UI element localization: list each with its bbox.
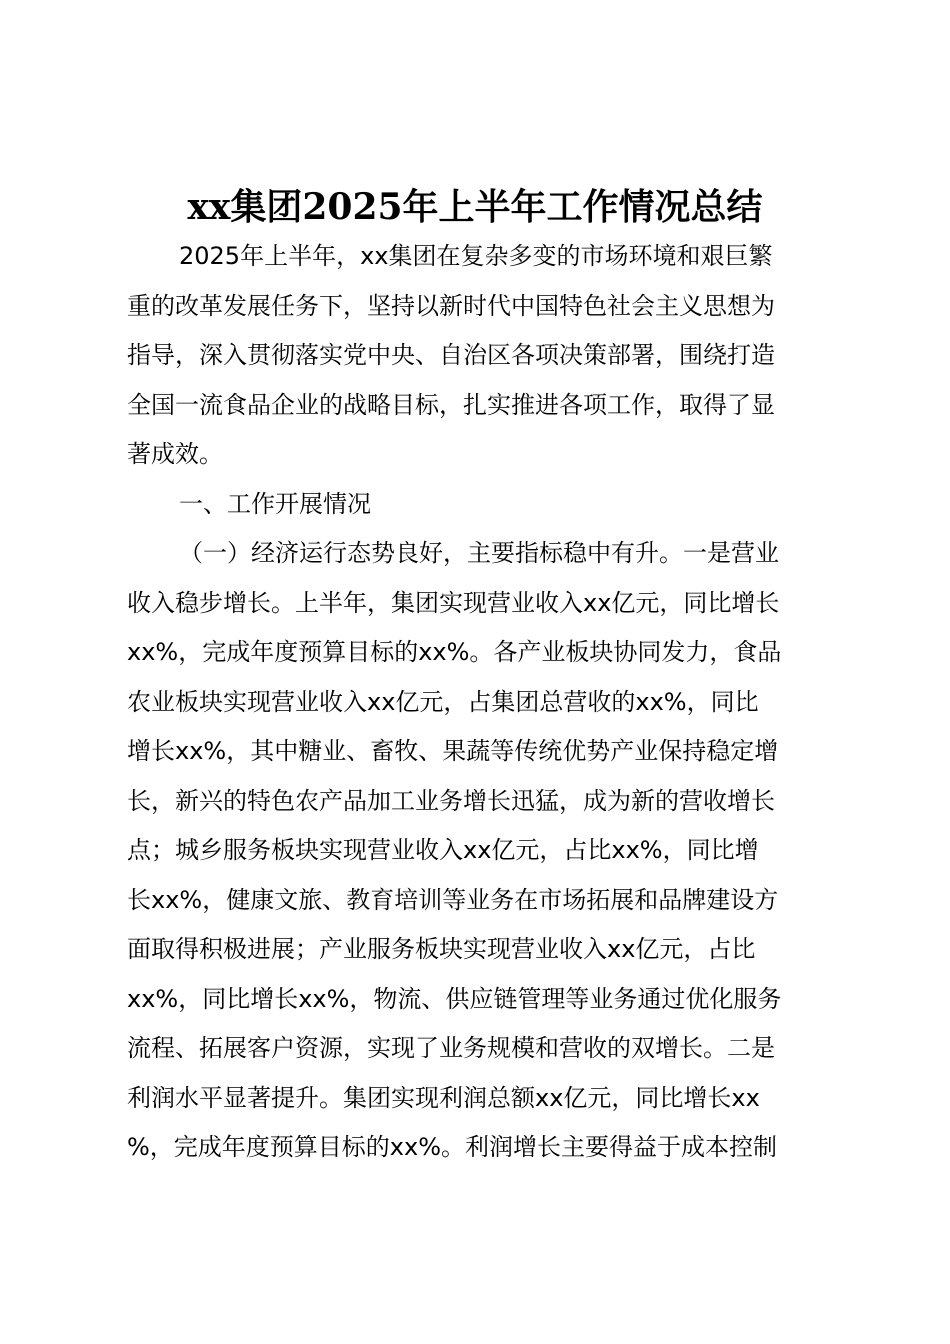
text-line: 指导，深入贯彻落实党中央、自治区各项决策部署，围绕打造 (127, 341, 775, 369)
text-line: 农业板块实现营业收入xx亿元，占集团总营收的xx%，同比 (127, 687, 759, 716)
text-line: %，完成年度预算目标的xx%。利润增长主要得益于成本控制 (127, 1133, 778, 1161)
text-line: 长xx%，健康文旅、教育培训等业务在市场拓展和品牌建设方 (127, 885, 779, 914)
text-line: 2025年上半年，xx集团在复杂多变的市场环境和艰巨繁 (179, 242, 773, 270)
section-heading: 一、工作开展情况 (179, 489, 371, 518)
text-line: xx%，完成年度预算目标的xx%。各产业板块协同发力，食品 (127, 638, 782, 666)
text-line: 面取得积极进展；产业服务板块实现营业收入xx亿元，占比 (127, 935, 756, 963)
text-line: 重的改革发展任务下，坚持以新时代中国特色社会主义思想为 (127, 291, 775, 320)
text-line: 全国一流食品企业的战略目标，扎实推进各项工作，取得了显 (127, 390, 775, 419)
text-line: 利润水平显著提升。集团实现利润总额xx亿元，同比增长xx (127, 1083, 760, 1112)
text-line: 著成效。 (127, 440, 223, 468)
text-line: xx%，同比增长xx%，物流、供应链管理等业务通过优化服务 (127, 984, 782, 1013)
text-line: 流程、拓展客户资源，实现了业务规模和营收的双增长。二是 (127, 1034, 775, 1062)
text-line: （一）经济运行态势良好，主要指标稳中有升。一是营业 (179, 539, 779, 567)
text-line: 增长xx%，其中糖业、畜牧、果蔬等传统优势产业保持稳定增 (127, 737, 779, 765)
text-line: 长，新兴的特色农产品加工业务增长迅猛，成为新的营收增长 (127, 786, 775, 815)
text-line: 收入稳步增长。上半年，集团实现营业收入xx亿元，同比增长 (127, 588, 780, 617)
text-line: 点；城乡服务板块实现营业收入xx亿元，占比xx%，同比增 (127, 836, 759, 864)
document-body (127, 232, 833, 1173)
document-title: xx集团2025年上半年工作情况总结 (187, 186, 763, 228)
